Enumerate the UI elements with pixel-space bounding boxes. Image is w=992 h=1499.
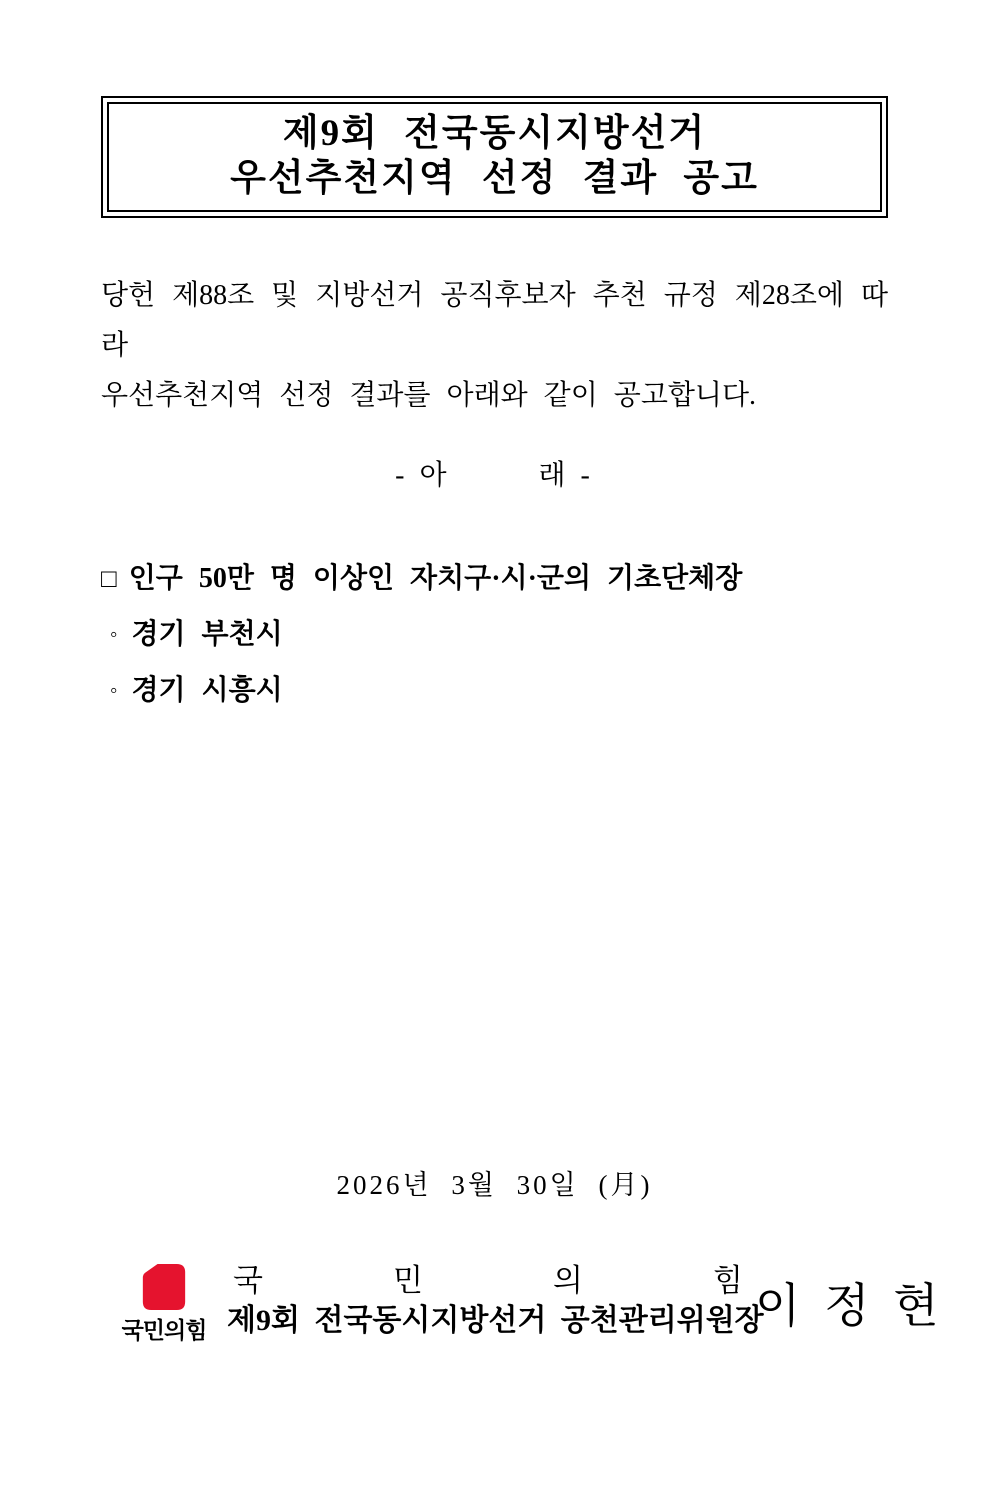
title-box-inner [107,102,882,212]
signature-block [115,1261,992,1343]
party-logo-text: 국민의힘 [121,1317,207,1343]
document-title-line1: 제9회 전국동시지방선거 [282,113,707,154]
party-logo [115,1262,213,1343]
party-name-char: 민 [393,1263,423,1298]
intro-line2: 우선추천지역 선정 결과를 아래와 같이 공고합니다. [101,380,757,411]
list-item [101,616,888,653]
list-item [101,672,888,709]
intro-line1: 당헌 제88조 및 지방선거 공직후보자 추천 규정 제28조에 따라 [101,280,888,361]
circle-bullet-icon: ◦ [110,678,118,702]
document-title-line2: 우선추천지역 선정 결과 공고 [230,158,759,199]
list-heading-text: 인구 50만 명 이상인 자치구·시·군의 기초단체장 [128,563,743,594]
party-name-char: 힘 [713,1263,743,1298]
selection-list [101,561,888,709]
date-line: 2026년 3월 30일 (月) [336,1170,653,1200]
circle-bullet-icon: ◦ [110,622,118,646]
list-heading [101,561,888,597]
page-content [0,96,992,1202]
list-item-text: 경기 시흥시 [131,675,283,706]
committee-signature [227,1261,764,1341]
title-box [101,96,888,218]
signer-name: 이 정 현 [755,1280,945,1333]
announcement-page [0,96,992,1343]
party-logo-icon [141,1262,187,1312]
party-name-spread [227,1261,749,1301]
intro-paragraph [101,271,888,421]
party-name-char: 국 [233,1263,263,1298]
square-bullet-icon: □ [101,564,117,593]
party-name-char: 의 [553,1263,583,1298]
committee-title: 제9회 전국동시지방선거 공천관리위원장 [227,1304,764,1337]
list-item-text: 경기 부천시 [131,619,283,650]
below-divider-label: - 아 래 - [395,460,594,491]
